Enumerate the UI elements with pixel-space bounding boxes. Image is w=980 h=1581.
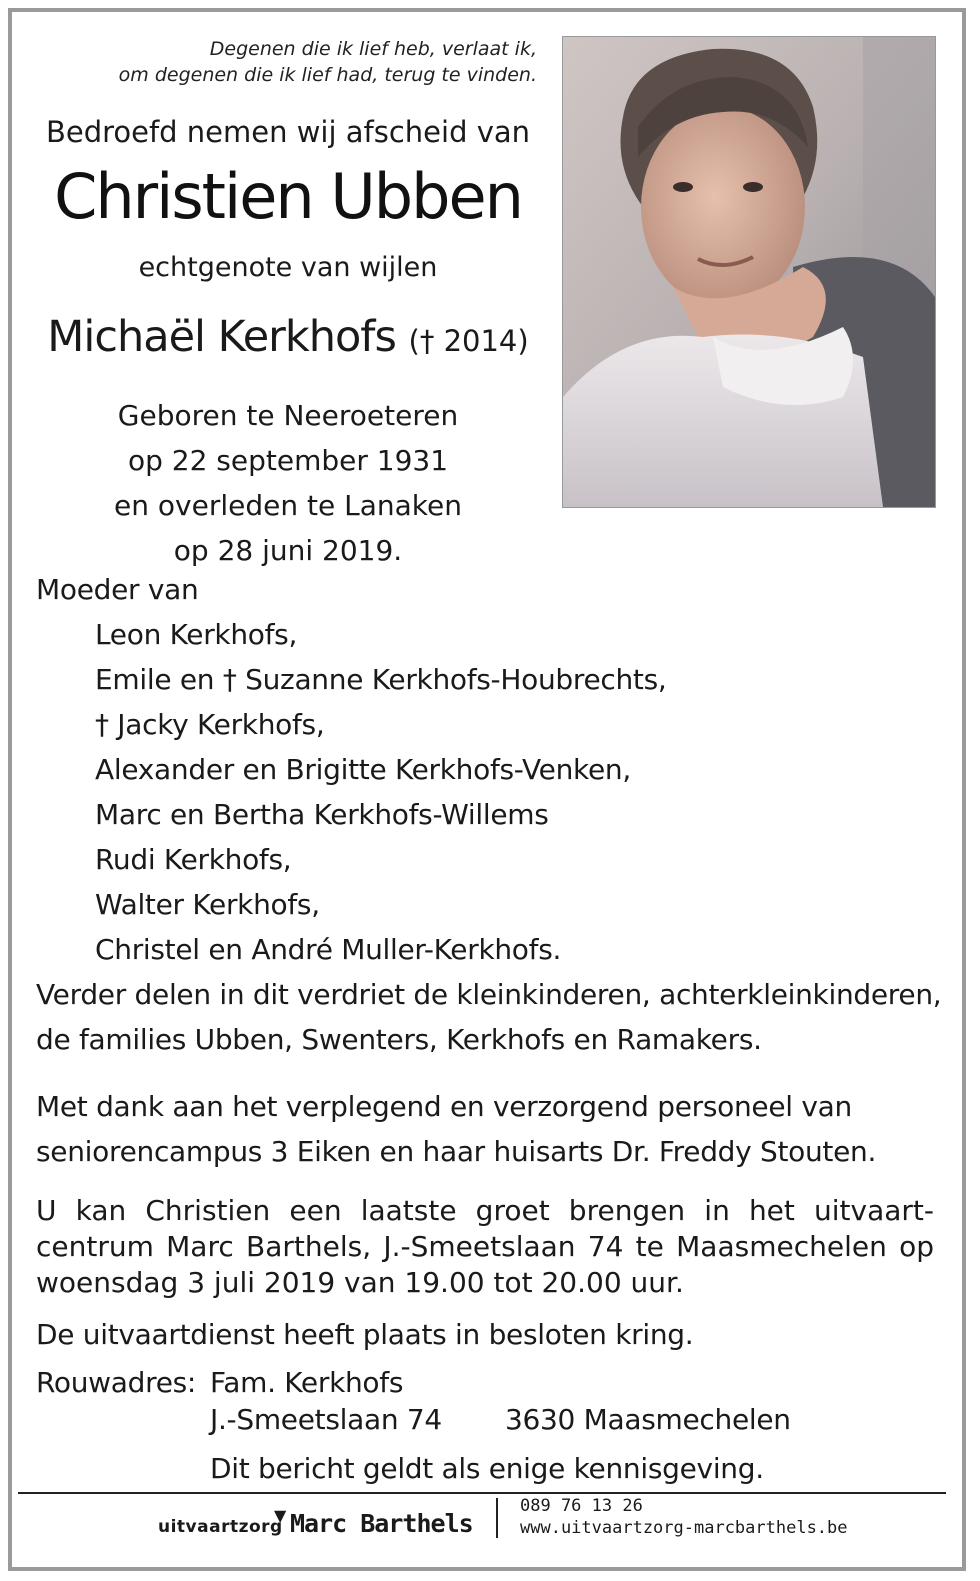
birth-death-line: op 28 juni 2019. <box>173 534 403 567</box>
logo-name: Marc Barthels <box>290 1509 473 1538</box>
address-name: Fam. Kerkhofs <box>210 1366 404 1399</box>
child-line: † Jacky Kerkhofs, <box>95 708 325 741</box>
logo-triangle-icon: ▼ <box>274 1506 287 1525</box>
spouse-intro: echtgenote van wijlen <box>138 252 438 283</box>
footer-divider <box>18 1492 946 1494</box>
spouse-death-note: († 2014) <box>408 324 529 358</box>
thanks-line: seniorencampus 3 Eiken en haar huisarts Dr. Freddy Stouten. <box>36 1135 877 1168</box>
quote-line-2: om degenen die ik lief had, terug te vinden. <box>118 64 537 86</box>
birth-death-line: Geboren te Neeroeteren <box>117 399 459 432</box>
memorial-quote <box>100 36 537 88</box>
address-street: J.-Smeetslaan 74 <box>210 1403 442 1436</box>
child-line: Christel en André Muller-Kerkhofs. <box>95 933 562 966</box>
portrait-photo <box>562 36 936 508</box>
footer-phone: 089 76 13 26 <box>520 1496 643 1516</box>
spouse-line <box>30 312 546 362</box>
deceased-name: Christien Ubben <box>54 160 522 233</box>
child-line: Marc en Bertha Kerkhofs-Willems <box>95 798 549 831</box>
child-line: Alexander en Brigitte Kerkhofs-Venken, <box>95 753 631 786</box>
service-text: De uitvaartdienst heeft plaats in besloten kring. <box>36 1318 694 1351</box>
child-line: Rudi Kerkhofs, <box>95 843 292 876</box>
intro-text: Bedroefd nemen wij afscheid van <box>45 115 531 149</box>
birth-death-block <box>40 393 536 573</box>
address-city: 3630 Maasmechelen <box>505 1403 791 1436</box>
notice-text: Dit bericht geldt als enige kennisgeving. <box>210 1452 764 1485</box>
footer-website: www.uitvaartzorg-marcbarthels.be <box>520 1518 848 1538</box>
birth-death-line: op 22 september 1931 <box>127 444 449 477</box>
family-line: de families Ubben, Swenters, Kerkhofs en Ramakers. <box>36 1023 762 1056</box>
family-line: Verder delen in dit verdriet de kleinkinderen, achterkleinkinderen, <box>36 978 942 1011</box>
child-line: Emile en † Suzanne Kerkhofs-Houbrechts, <box>95 663 667 696</box>
child-line: Leon Kerkhofs, <box>95 618 298 651</box>
quote-line-1: Degenen die ik lief heb, verlaat ik, <box>209 38 537 60</box>
thanks-line: Met dank aan het verplegend en verzorgend personeel van <box>36 1090 852 1123</box>
spouse-name: Michaël Kerkhofs <box>47 312 396 362</box>
birth-death-line: en overleden te Lanaken <box>114 489 462 522</box>
visitation-text: U kan Christien een laatste groet brengen in het uitvaart-centrum Marc Barthels, J.-Smeetslaan 74 te Maasmechelen op woensdag 3 juli 2019 van 19.00 tot 20.00 uur. <box>36 1194 934 1299</box>
child-line: Walter Kerkhofs, <box>95 888 320 921</box>
logo-prefix: uitvaartzorg <box>158 1517 283 1537</box>
footer-separator <box>496 1498 498 1538</box>
address-label: Rouwadres: <box>36 1366 197 1399</box>
children-intro: Moeder van <box>36 573 199 606</box>
